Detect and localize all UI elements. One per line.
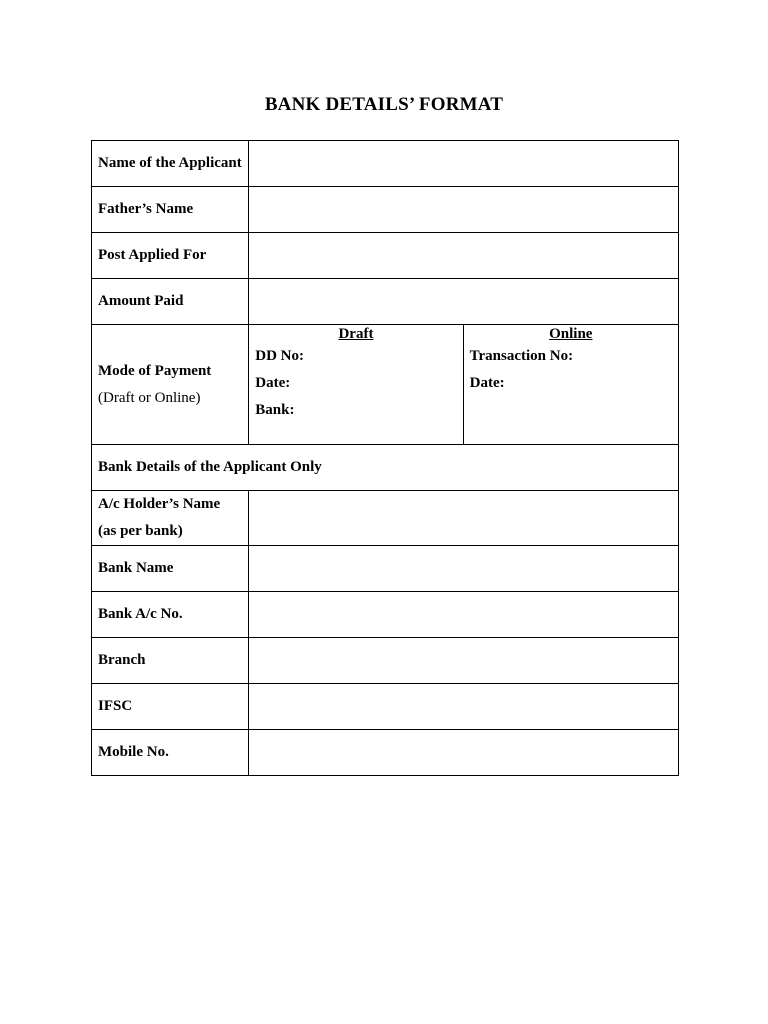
account-holder-label: A/c Holder’s Name xyxy=(98,496,221,512)
row-amount-paid xyxy=(92,279,679,325)
ifsc-field[interactable] xyxy=(249,684,679,730)
form-title: BANK DETAILS’ FORMAT xyxy=(264,94,504,115)
label-post-applied: Post Applied For xyxy=(92,233,249,279)
label-branch: Branch xyxy=(92,638,249,684)
label-bank-name: Bank Name xyxy=(92,546,249,592)
row-mobile xyxy=(92,730,679,776)
row-section-heading xyxy=(92,445,679,491)
row-account-holder xyxy=(92,491,679,546)
branch-field[interactable] xyxy=(249,638,679,684)
online-date-label: Date: xyxy=(469,375,505,391)
online-cell[interactable] xyxy=(463,325,678,445)
row-ifsc xyxy=(92,684,679,730)
row-branch xyxy=(92,638,679,684)
account-holder-field[interactable] xyxy=(249,491,679,546)
label-ifsc: IFSC xyxy=(92,684,249,730)
account-number-field[interactable] xyxy=(249,592,679,638)
label-fathers-name: Father’s Name xyxy=(92,187,249,233)
amount-paid-field[interactable] xyxy=(249,279,679,325)
label-account-number: Bank A/c No. xyxy=(92,592,249,638)
row-mode-of-payment xyxy=(92,325,679,445)
label-mode-of-payment xyxy=(92,325,249,445)
draft-date-label: Date: xyxy=(255,375,291,391)
fathers-name-field[interactable] xyxy=(249,187,679,233)
section-heading: Bank Details of the Applicant Only xyxy=(92,445,679,491)
mode-of-payment-label: Mode of Payment xyxy=(98,362,212,379)
row-account-number xyxy=(92,592,679,638)
dd-no-label: DD No: xyxy=(255,348,305,364)
applicant-name-field[interactable] xyxy=(249,141,679,187)
post-applied-field[interactable] xyxy=(249,233,679,279)
bank-details-form xyxy=(91,140,679,776)
mode-of-payment-sublabel: (Draft or Online) xyxy=(98,389,201,406)
row-fathers-name xyxy=(92,187,679,233)
bank-name-field[interactable] xyxy=(249,546,679,592)
draft-heading: Draft xyxy=(338,326,374,342)
row-applicant-name xyxy=(92,141,679,187)
row-post-applied xyxy=(92,233,679,279)
draft-bank-label: Bank: xyxy=(255,402,295,418)
label-account-holder xyxy=(92,491,249,546)
label-mobile: Mobile No. xyxy=(92,730,249,776)
online-heading: Online xyxy=(549,326,593,342)
draft-cell[interactable] xyxy=(249,325,463,445)
label-applicant-name: Name of the Applicant xyxy=(92,141,249,187)
mobile-field[interactable] xyxy=(249,730,679,776)
account-holder-sublabel: (as per bank) xyxy=(98,523,183,539)
transaction-no-label: Transaction No: xyxy=(469,348,574,364)
row-bank-name xyxy=(92,546,679,592)
label-amount-paid: Amount Paid xyxy=(92,279,249,325)
